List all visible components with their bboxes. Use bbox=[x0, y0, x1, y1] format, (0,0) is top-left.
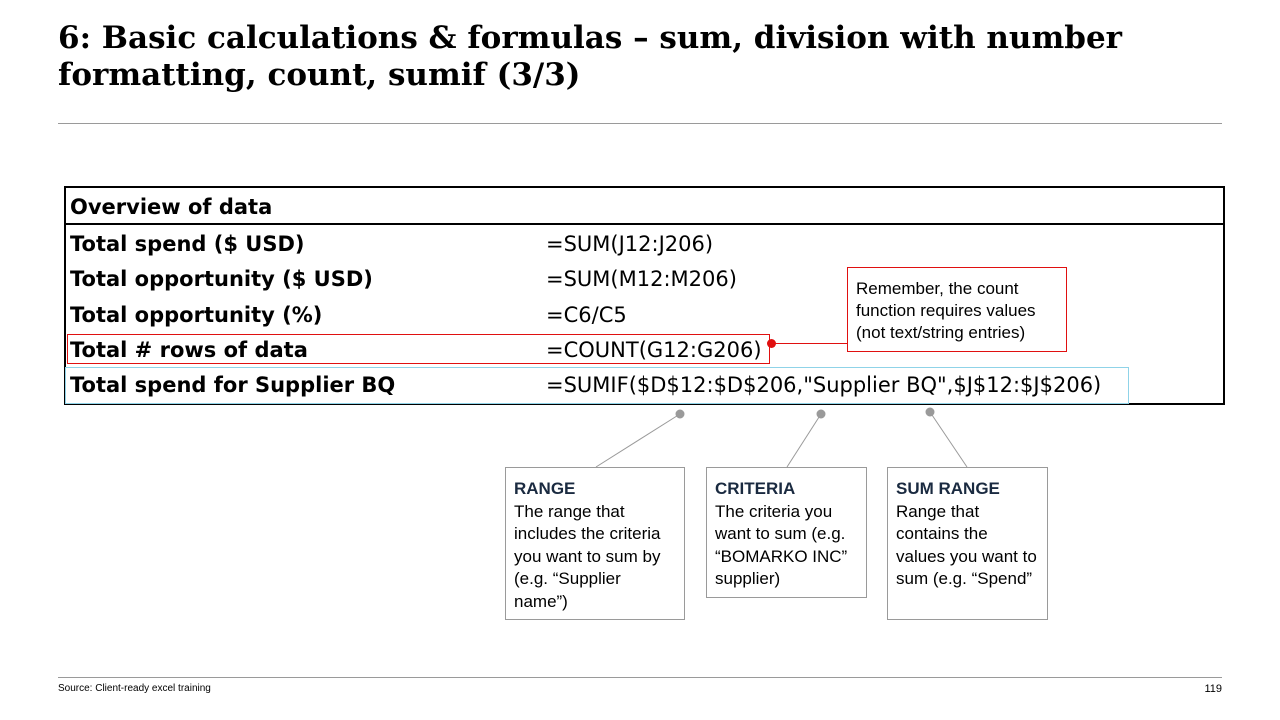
page-number: 119 bbox=[1204, 683, 1222, 695]
sum-range-leader-line bbox=[930, 412, 967, 467]
row-label-total-rows: Total # rows of data bbox=[70, 338, 308, 362]
note-range bbox=[505, 467, 685, 620]
note-sum-range-body: Range that contains the values you want to sum (e.g. “Spend” bbox=[896, 501, 1037, 588]
note-criteria-heading: CRITERIA bbox=[715, 479, 796, 498]
row-formula-total-spend: =SUM(J12:J206) bbox=[546, 232, 714, 256]
note-range-heading: RANGE bbox=[514, 479, 576, 498]
row-label-total-opportunity-pct: Total opportunity (%) bbox=[70, 303, 323, 327]
range-anchor-dot bbox=[676, 410, 684, 418]
note-range-body: The range that includes the criteria you want to sum by (e.g. “Supplier name”) bbox=[514, 501, 661, 611]
sum-range-anchor-dot bbox=[926, 408, 934, 416]
row-formula-total-opportunity-usd: =SUM(M12:M206) bbox=[546, 267, 737, 291]
callout-anchor-dot bbox=[767, 339, 776, 348]
note-criteria bbox=[706, 467, 867, 598]
row-label-spend-supplier-bq: Total spend for Supplier BQ bbox=[70, 373, 396, 397]
row-label-total-spend: Total spend ($ USD) bbox=[70, 232, 305, 256]
range-leader-line bbox=[596, 414, 680, 467]
count-callout: Remember, the count function requires values (not text/string entries) bbox=[847, 267, 1067, 352]
callout-connector bbox=[775, 343, 847, 344]
footer-divider bbox=[58, 677, 1222, 678]
table-header: Overview of data bbox=[70, 195, 273, 219]
title-divider bbox=[58, 123, 1222, 124]
count-row-highlight bbox=[67, 334, 770, 364]
row-formula-sumif: =SUMIF($D$12:$D$206,"Supplier BQ",$J$12:$J$206) bbox=[546, 373, 1102, 397]
sumif-row-highlight bbox=[65, 367, 1129, 404]
table-header-divider bbox=[64, 223, 1225, 225]
criteria-anchor-dot bbox=[817, 410, 825, 418]
slide-title: 6: Basic calculations & formulas – sum, division with number formatting, count, sumif (3/3) bbox=[58, 20, 1123, 93]
note-sum-range-heading: SUM RANGE bbox=[896, 479, 1000, 498]
row-formula-total-opportunity-pct: =C6/C5 bbox=[546, 303, 627, 327]
row-formula-total-rows: =COUNT(G12:G206) bbox=[546, 338, 762, 362]
note-criteria-body: The criteria you want to sum (e.g. “BOMARKO INC” supplier) bbox=[715, 501, 848, 588]
row-label-total-opportunity-usd: Total opportunity ($ USD) bbox=[70, 267, 373, 291]
note-sum-range bbox=[887, 467, 1048, 620]
criteria-leader-line bbox=[787, 414, 821, 467]
source-note: Source: Client-ready excel training bbox=[58, 683, 211, 694]
